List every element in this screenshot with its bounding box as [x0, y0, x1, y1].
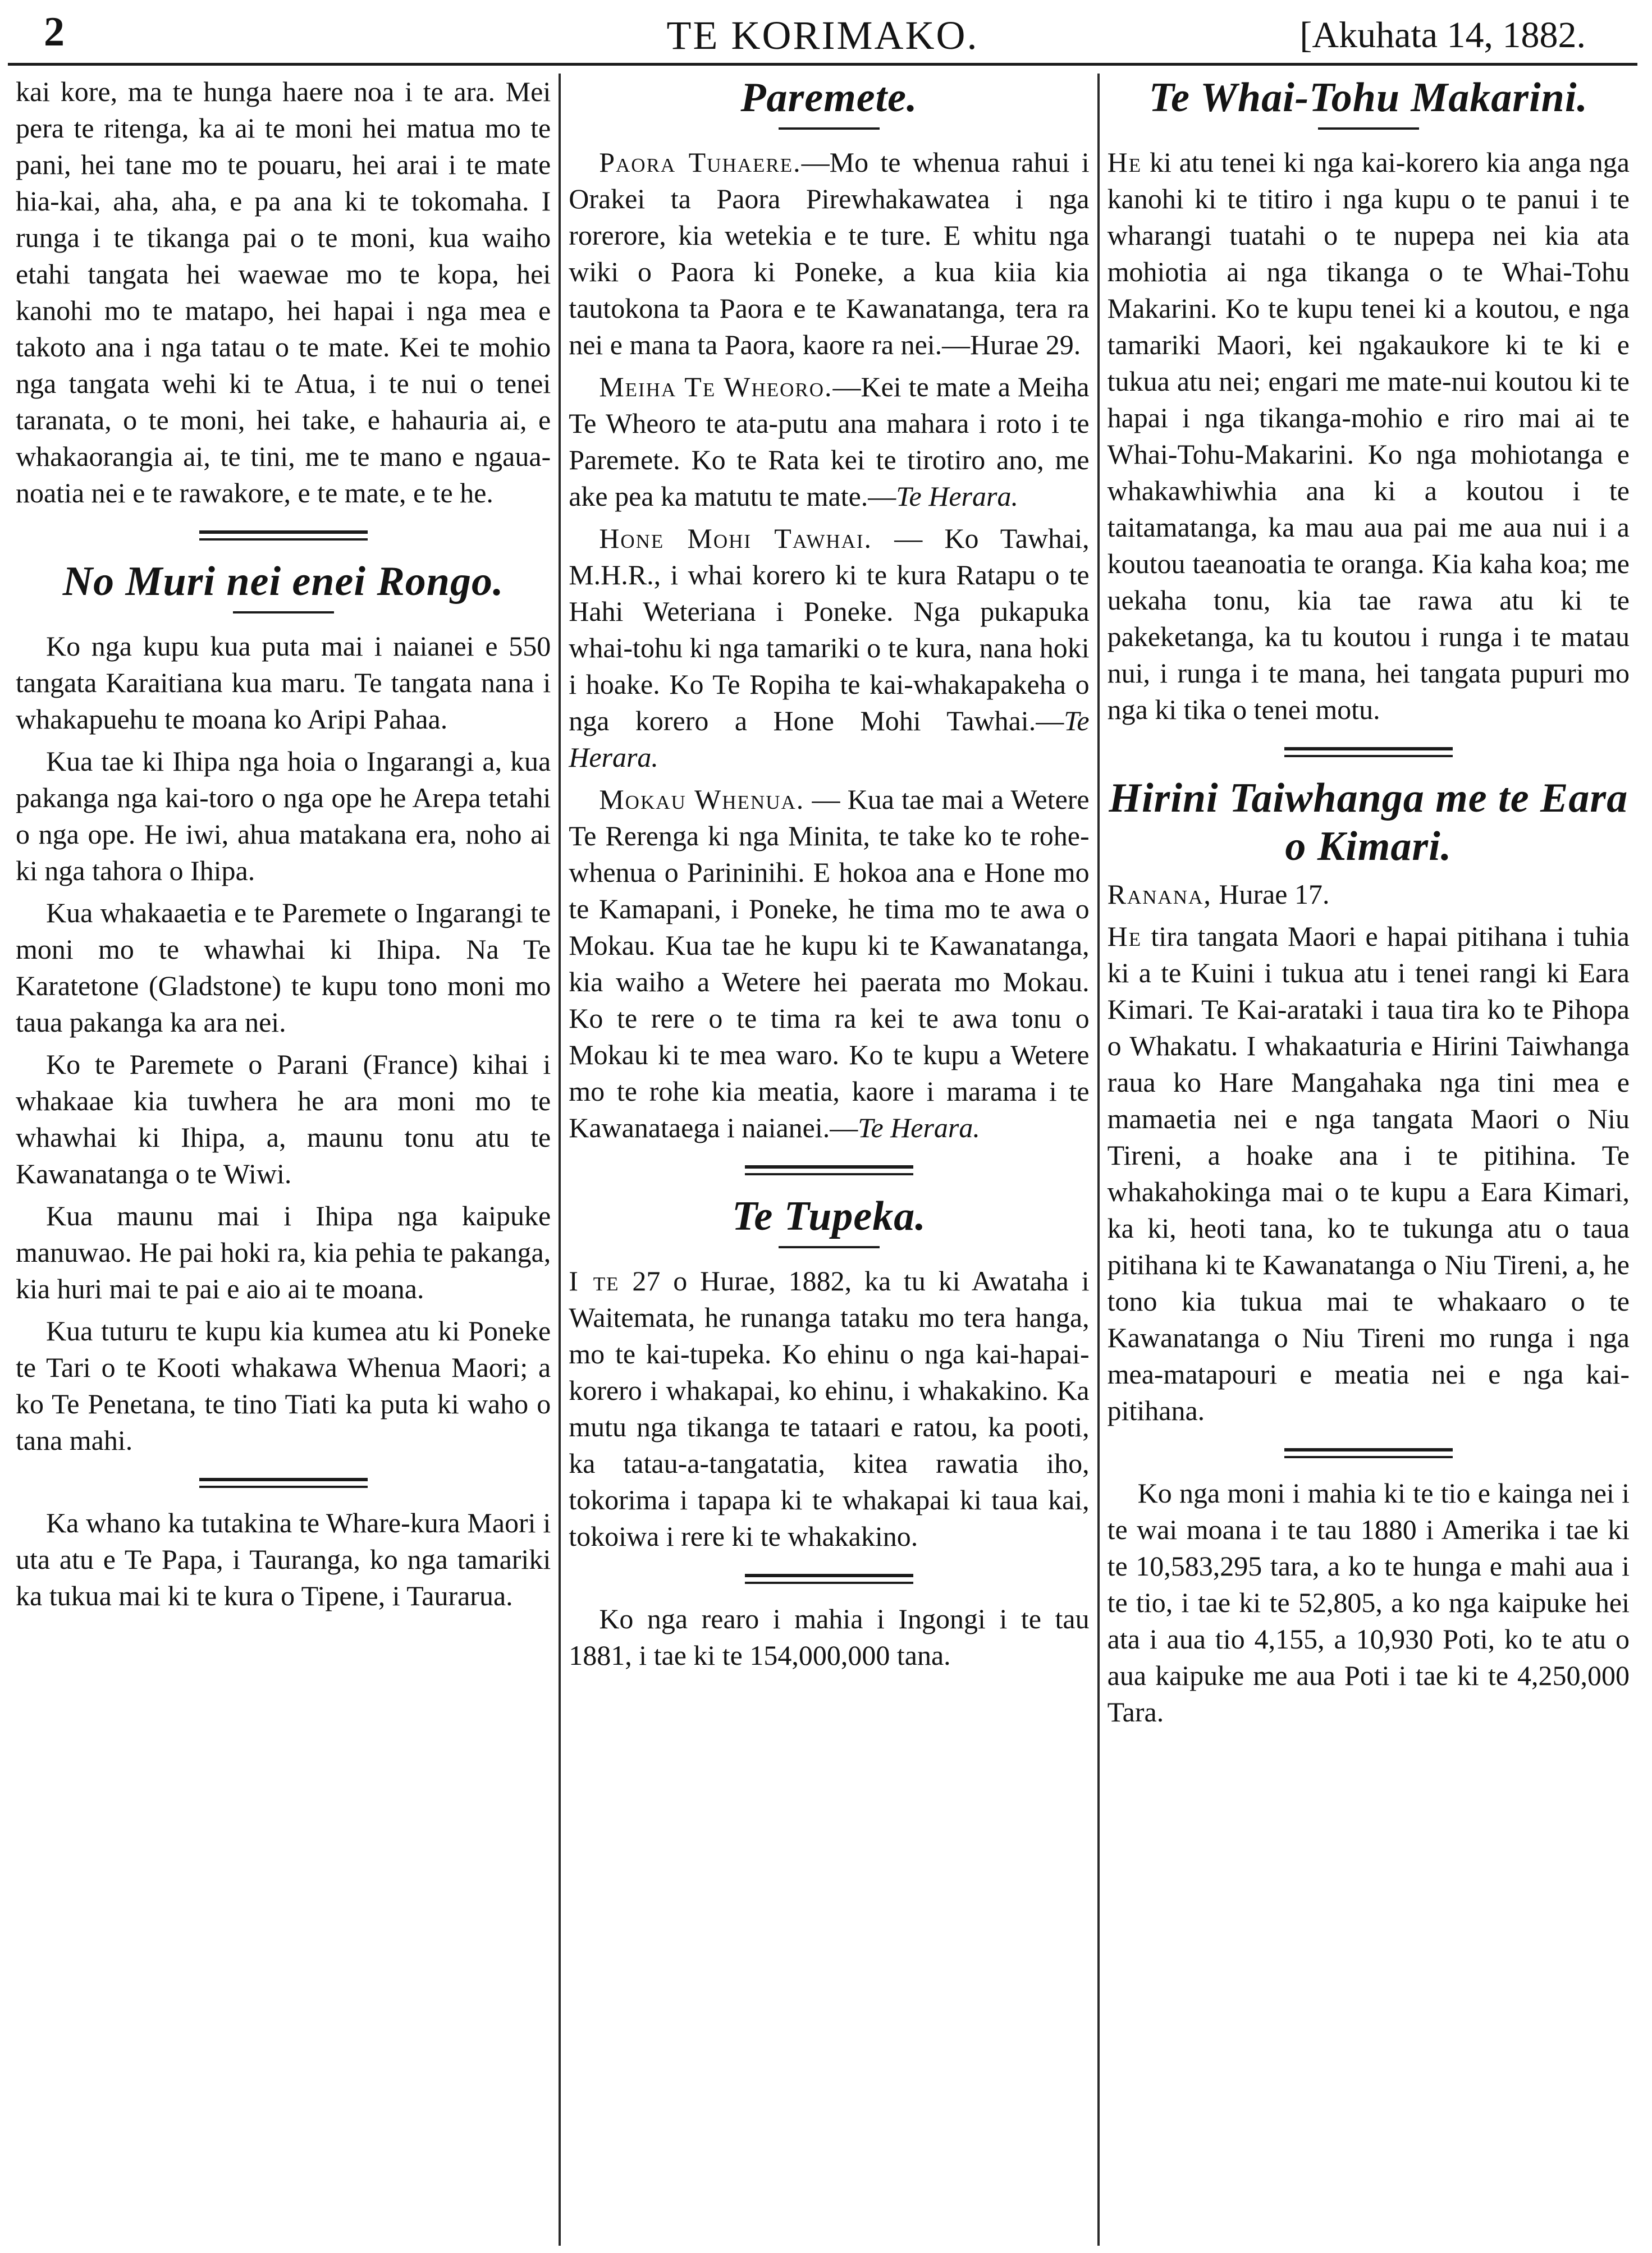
paremete-item: [569, 369, 1089, 515]
section-divider: [745, 1165, 913, 1175]
item-text: —Mo te whenua rahui i Orakei ta Paora Pirewhakawatea i nga rorerore, kia wetekia e te ture. E whitu nga wiki o Paora ki Poneke, a kua kiia kia tautokona ta Paora e te Kawanatanga, tera ra nei e mana ta Paora, kaore ra nei.—Hurae 29.: [569, 146, 1090, 360]
rearo-paragraph: Ko nga rearo i mahia i Ingongi i te tau 1881, i tae ki te 154,000,000 tana.: [569, 1603, 1090, 1671]
paremete-item: [569, 781, 1089, 1146]
item-lead: Mokau Whenua.: [599, 784, 805, 815]
hirini-text: tira tangata Maori e hapai pitihana i tuhia ki a te Kuini i tukua atu i tenei rangi ki Eara Kimari. Te Kai-arataki i taua tira ko te Pihopa o Whakatu. I whakaaturia e Hirini Taiwhanga raua ko Hare Mangahaka nga tini mea e mamaetia nei e nga tangata Maori o Niu Tireni, a hoake ana i te pitihina. Te whakahokinga mai o te kupu a Eara Kimari, ka ki, heoti tana, ko te tukunga atu o taua pitihana ki te Kawanatanga o Niu Tireni, a, he tono kia tukua mai te whakaaro o te Kawanatanga o Niu Tireni mo runga i nga mea-matapouri e meatia nei e nga kai-pitihana.: [1107, 921, 1630, 1426]
continuation-paragraph: kai kore, ma te hunga haere noa i te ara. Mei pera te ritenga, ka ai te moni hei matua mo te pani, hei tane mo te pouaru, hei arai i te mate hia-kai, aha, aha, e pa ana ki te tokomaha. I runga i te tikanga pai o te moni, kua waiho etahi tangata hei waewae mo te kopa, hei kanohi mo te matapo, hei hapai i nga mea e takoto ana i nga tatau o te mate. Kei te mohio nga tangata wehi ki te Atua, i te nui o tenei taranata, o te moni, hei take, e hahauria ai, e whakaorangia ai, te tini, me te mano e ngaua-noatia nei e te rawakore, e te mate, e te he.: [16, 76, 551, 509]
moni-paragraph: Ko nga moni i mahia ki te tio e kainga nei i te wai moana i te tau 1880 i Amerika i tae ki te 10,583,295 tara, a ko te hunga e mahi aua i te tio, i tae ki te 52,805, a ko nga kaipuke hei ata i aua tio 4,155, a 10,930 Poti, ko te atu o aua kaipuke me aua Poti i tae ki te 4,250,000 Tara.: [1107, 1477, 1630, 1728]
rongo-paragraph: Kua tae ki Ihipa nga hoia o Ingarangi a, kua pakanga nga kai-toro o nga ope he Arepa tetahi o nga ope. He iwi, ahua matakana era, noho ai ki nga tahora o Ihipa.: [16, 745, 551, 886]
tupeka-text: 27 o Hurae, 1882, ka tu ki Awataha i Waitemata, he runanga tataku mo tera hanga, mo te kai-tupeka. Ko ehinu o nga kai-hapai-korero i whakapai, ko ehinu, i whakakino. Ka mutu nga tikanga te tataari e ratou, ka pooti, ka tatau-a-tangatatia, kitea rawatia iho, tokorima i tapapa ki te whakapai ki taua kai, tokoiwa i rere ki te whakakino.: [569, 1265, 1090, 1552]
item-text: — Kua tae mai a Wetere Te Rerenga ki nga Minita, te take ko te rohe-whenua o Parininihi. E hokoa ana e Hone mo te Kamapani, i Poneke, he tima mo te awa o Mokau. Kua tae he kupu ki te Kawanatanga, kia waiho a Wetere hei paerata mo Mokau. Ko te rere o te tima ra kei te awa tonu o Mokau ki te mea waro. Ko te kupu a Wetere mo te rohe kia meatia, kaore i marama i te Kawanataega i naianei.—: [569, 784, 1090, 1143]
hirini-lead: He: [1107, 921, 1142, 952]
section-divider: [199, 530, 368, 541]
column-1: [8, 74, 559, 2246]
rongo-paragraph: Ko nga kupu kua puta mai i naianei e 550 tangata Karaitiana kua maru. Te tangata nana i whakapuehu te moana ko Aripi Pahaa.: [16, 630, 551, 735]
kura-paragraph: Ka whano ka tutakina te Whare-kura Maori i uta atu e Te Papa, i Tauranga, ko nga tamariki ka tukua mai ki te kura o Tipene, i Taurarua.: [16, 1507, 551, 1611]
item-source: Te Herara.: [569, 705, 1090, 773]
dateline-place: Ranana,: [1107, 878, 1212, 910]
rongo-paragraph: Kua maunu mai i Ihipa nga kaipuke manuwao. He pai hoki ra, kia pehia te pakanga, kia huri mai te pai e aio ai te moana.: [16, 1200, 551, 1304]
section-divider: [1284, 747, 1453, 757]
column-2: [561, 74, 1097, 2246]
paremete-item: [569, 144, 1089, 363]
tupeka-heading: Te Tupeka.: [732, 1193, 926, 1239]
paremete-heading: Paremete.: [740, 75, 918, 121]
page-number: 2: [44, 9, 65, 55]
rongo-paragraph: Ko te Paremete o Parani (France) kihai i whakaae kia tuwhera he ara moni mo te whawhai ki Ihipa, a, maunu tonu atu te Kawanatanga o te Wiwi.: [16, 1048, 551, 1189]
whai-text: ki atu tenei ki nga kai-korero kia anga nga kanohi ki te titiro i nga kupu o te panui i te wharangi tuatahi o te nupepa nei kia ata mohiotia ai nga tikanga o te Whai-Tohu Makarini. Ko te kupu tenei ki a koutou, e nga tamariki Maori, kei ngakaukore ki te ki e tukua atu nei; engari me mate-nui koutou ki te hapai i nga tikanga-mohio e riro mai ai te Whai-Tohu-Makarini. Ko nga mohiotanga e whakawhiwhia ana ki a koutou i te taitamatanga, ka mau aua pai me aua nui i a koutou taeanoatia te oranga. Kia kaha koa; me uekaha tonu, kia tae rawa atu ki te pakeketanga, ka tu koutou i runga i te matau nui, i runga i te mana, hei tangata pupuri mo nga ki tika o tenei motu.: [1107, 146, 1630, 725]
issue-date: [Akuhata 14, 1882.: [1299, 15, 1586, 56]
hirini-dateline: [1108, 876, 1630, 913]
heading-rule: [779, 1246, 880, 1248]
heading-rule: [779, 127, 880, 130]
section-divider: [1284, 1448, 1453, 1458]
item-lead: Hone Mohi Tawhai.: [599, 523, 873, 554]
rongo-heading: No Muri nei enei Rongo.: [62, 558, 504, 605]
tupeka-lead: I te: [569, 1265, 620, 1297]
whai-lead: He: [1107, 146, 1142, 178]
heading-rule: [1318, 127, 1419, 130]
item-text: —Kei te mate a Meiha Te Wheoro te ata-putu ana mahara i roto i te Paremete. Ko te Rata kei te tirotiro ano, me ake pea ka matutu te mate.—: [569, 371, 1090, 512]
whai-tohu-paragraph: [1108, 144, 1630, 728]
newspaper-title: TE KORIMAKO.: [666, 13, 979, 58]
item-text: — Ko Tawhai, M.H.R., i whai korero ki te kura Ratapu o te Hahi Weteriana i Poneke. Nga pukapuka whai-tohu ki nga tamariki o te kura, nana hoki i hoake. Ko Te Ropiha te kai-whakapakeha o nga korero a Hone Mohi Tawhai.—: [569, 523, 1090, 736]
dateline-date: Hurae 17.: [1211, 878, 1330, 910]
section-divider: [745, 1574, 913, 1584]
item-lead: Paora Tuhaere.: [599, 146, 802, 178]
article-columns: [8, 74, 1637, 2246]
rongo-paragraph: Kua tuturu te kupu kia kumea atu ki Poneke te Tari o te Kooti whakawa Whenua Maori; a ko Te Penetana, te tino Tiati ka puta ki waho o tana mahi.: [16, 1315, 551, 1456]
hirini-paragraph: [1108, 918, 1630, 1429]
item-source: Te Herara.: [896, 480, 1018, 512]
rongo-paragraph: Kua whakaaetia e te Paremete o Ingarangi te moni mo te whawhai ki Ihipa. Na Te Karatetone (Gladstone) te kupu tono moni mo taua pakanga ka ara nei.: [16, 897, 551, 1038]
item-lead: Meiha Te Wheoro.: [599, 371, 833, 402]
tupeka-paragraph: [569, 1263, 1089, 1555]
hirini-heading: Hirini Taiwhanga me te Eara o Kimari.: [1109, 775, 1628, 869]
column-3: [1100, 74, 1637, 2246]
heading-rule: [233, 611, 334, 613]
whai-tohu-heading: Te Whai-Tohu Makarini.: [1148, 75, 1588, 121]
paremete-item: [569, 520, 1089, 776]
item-source: Te Herara.: [858, 1112, 980, 1143]
page-header: [8, 7, 1637, 66]
section-divider: [199, 1478, 368, 1488]
